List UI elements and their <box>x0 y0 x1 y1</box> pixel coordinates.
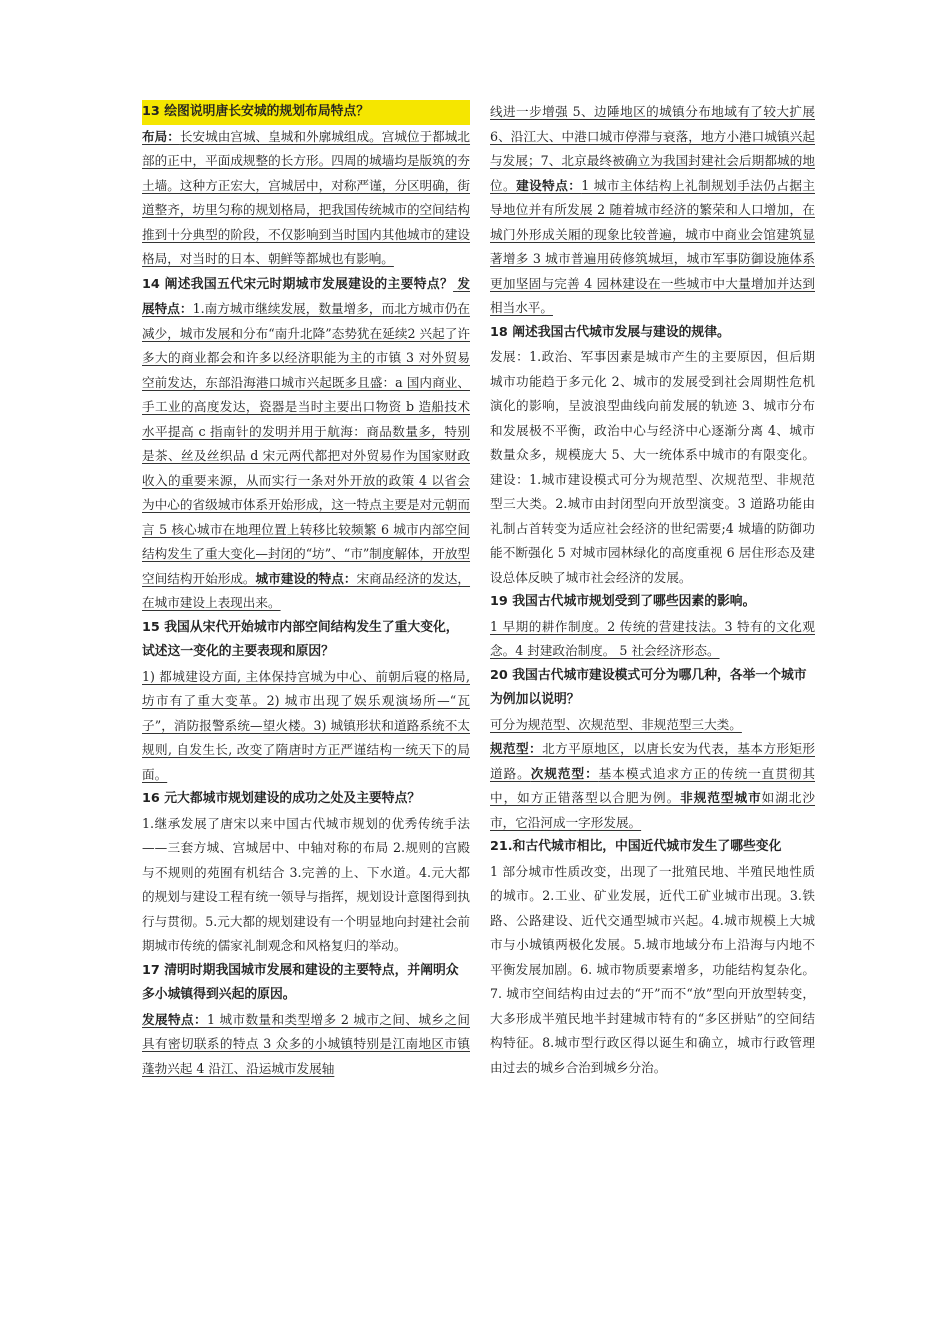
question-17-title: 17 清明时期我国城市发展和建设的主要特点，并阐明众多小城镇得到兴起的原因。 <box>142 962 459 1002</box>
question-13-body: 长安城由宫城、皇城和外廓城组成。宫城位于都城北部的正中，平面成规整的长方形。四周的城墙均是版筑的夯土墙。这种方正宏大，宫城居中，对称严谨，分区明确，街道整齐，坊里匀称的规划格局，把我国传统城市的空间结构推到十分典型的阶段，不仅影响到当时国内其他城市的建设格局，对当时的日本、朝鲜等都城也有影响。 <box>142 128 471 266</box>
question-20-label-nonstandard: 非规范型城市 <box>680 790 762 805</box>
question-14-label-construction: 城市建设的特点： <box>255 570 357 586</box>
question-16-title: 16 元大都城市规划建设的成功之处及主要特点？ <box>142 791 421 806</box>
question-14-answer <box>142 272 470 616</box>
question-18 <box>490 321 815 591</box>
right-column <box>490 100 815 1080</box>
question-21-body: 1 部分城市性质改变，出现了一批殖民地、半殖民地性质的城市。2.工业、矿业发展，近代工矿业城市出现。3.铁路、公路建设、近代交通型城市兴起。4.城市规模上大城市与小城镇两极化发展。5.城市地域分布上沿海与内地不平衡发展加剧。6. 城市物质要素增多，功能结构复杂化。7. 城市空间结构由过去的“开”而不“放”型向开放型转变，大多形成半殖民地半封建城市特有的“多区拼贴”的空间结构特征。8.城市型行政区得以诞生和确立，城市行政管理由过去的城乡合治到城乡分治。 <box>490 863 815 1075</box>
question-17-continued <box>490 100 815 321</box>
question-13-answer <box>142 125 470 272</box>
question-20-label-substandard: 次规范型： <box>530 765 599 781</box>
question-18-body: 发展：1.政治、军事因素是城市产生的主要原因，但后期城市功能趋于多元化 2、城市的发展受到社会周期性危机演化的影响，呈波浪型曲线向前发展的轨迹 3、城市分布和发展极不平衡，政治中心与经济中心逐渐分离 4、城市数量众多，规模庞大 5、大一统体系中城市的有限变化。建设：1.城市建设模式可分为规范型、次规范型、非规范型三大类。2.城市由封闭型向开放型演变。3 道路功能由礼制占首转变为适应社会经济的世纪需要;4 城墙的防御功能不断强化 5 对城市园林绿化的高度重视 6 居住形态及建设总体反映了城市社会经济的发展。 <box>490 349 815 585</box>
question-20-intro: 可分为规范型、次规范型、非规范型三大类。 <box>490 716 742 732</box>
question-19 <box>490 590 815 664</box>
question-20-body-nonstandard: 如湖北沙市，它沿河成一字形发展。 <box>490 790 816 830</box>
question-19-body: 1 早期的耕作制度。2 传统的营建技法。3 特有的文化观念。4 封建政治制度。 5 社会经济形态。 <box>490 618 815 658</box>
question-15-title: 15 我国从宋代开始城市内部空间结构发生了重大变化，试述这一变化的主要表现和原因？ <box>142 619 459 659</box>
question-17-answer <box>142 1008 470 1082</box>
question-20-title: 20 我国古代城市建设模式可分为哪几种，各举一个城市为例加以说明？ <box>490 667 807 707</box>
question-17-continued-answer <box>490 100 815 321</box>
question-17 <box>142 959 470 1082</box>
question-15 <box>142 616 470 788</box>
question-14-body-construction: 宋商品经济的发达，在城市建设上表现出来。 <box>142 570 471 610</box>
question-17-construction-body: 1 城市主体结构上礼制规划手法仍占据主导地位并有所发展 2 随着城市经济的繁荣和人口增加，在城门外形成关厢的现象比较普遍，城市中商业会馆建筑显著增多 3 城市普遍用砖修筑城垣，城市军事防御设施体系更加坚固与完善 4 园林建设在一些城市中大量增加并达到相当水平。 <box>490 177 815 315</box>
question-21-title: 21.和古代城市相比，中国近代城市发生了哪些变化 <box>490 839 782 854</box>
question-13-title: 13 绘图说明唐长安城的规划布局特点？ <box>142 100 470 125</box>
question-20-types <box>490 737 815 835</box>
question-16-body: 1.继承发展了唐宋以来中国古代城市规划的优秀传统手法——三套方城、宫城居中、中轴对称的布局 2.规则的宫殿与不规则的苑囿有机结合 3.完善的上、下水道。4.元大都的规划与建设工程有统一领导与指挥，规划设计意图得到执行与贯彻。5.元大都的规划建设有一个明显地向封建社会前期城市传统的儒家礼制观念和风格复归的举动。 <box>142 815 470 953</box>
left-column <box>142 100 470 1081</box>
question-18-title: 18 阐述我国古代城市发展与建设的规律。 <box>490 324 730 340</box>
question-14-label-development: 发展特点： <box>142 275 470 316</box>
question-14-body-development: 1.南方城市继续发展，数量增多，而北方城市仍在减少，城市发展和分布“南升北降”态势犹在延续2 兴起了许多大的商业都会和许多以经济职能为主的市镇 3 对外贸易空前发达，东部沿海港口城市兴起既多且盛：a 国内商业、手工业的高度发达，瓷器是当时主要出口物资 b 造船技术水平提高 c 指南针的发明并用于航海：商品数量多，特别是茶、丝及丝织品 d 宋元两代都把对外贸易作为国家财政收入的重要来源，从而实行一条对外开放的政策 4 以省会为中心的省级城市体系开始形成，这一特点主要是对元朝而言 5 核心城市在地理位置上转移比较频繁 6 城市内部空间结构发生了重大变化—封闭的“坊”、“市”制度解体，开放型空间结构开始形成。 <box>142 301 471 586</box>
question-17-body: 1 城市数量和类型增多 2 城市之间、城乡之间具有密切联系的特点 3 众多的小城镇特别是江南地区市镇蓬勃兴起 4 沿江、沿运城市发展轴 <box>142 1011 470 1076</box>
question-19-title: 19 我国古代城市规划受到了哪些因素的影响。 <box>490 594 756 609</box>
question-14 <box>142 272 470 616</box>
question-20-label-standard: 规范型： <box>490 741 543 756</box>
question-13 <box>142 100 470 272</box>
question-20-body-substandard: 基本模式追求方正的传统一直贯彻其中，如方正错落型以合肥为例。 <box>490 765 816 805</box>
question-15-body: 1) 都城建设方面, 主体保持宫城为中心、前朝后寝的格局, 坊市有了重大变革。2) 城市出现了娱乐观演场所—“瓦子”，消防报警系统—望火楼。3) 城镇形状和道路系统不太规则, 自发生长, 改变了隋唐时方正严谨结构一统天下的局面。 <box>142 668 470 782</box>
question-17-continued-body: 线进一步增强 5、边陲地区的城镇分布地域有了较大扩展 6、沿江大、中港口城市停滞与衰落，地方小港口城镇兴起与发展；7、北京最终被确立为我国封建社会后期都城的地位。 <box>490 104 815 193</box>
question-17-label: 发展特点： <box>142 1011 208 1027</box>
question-21 <box>490 835 815 1080</box>
question-14-title: 14 阐述我国五代宋元时期城市发展建设的主要特点？ <box>142 276 454 292</box>
question-20 <box>490 664 815 836</box>
question-17-construction-label: 建设特点： <box>516 177 582 193</box>
question-13-label: 布局： <box>142 128 180 144</box>
question-16 <box>142 787 470 959</box>
question-20-body-standard: 北方平原地区，以唐长安为代表，基本方形矩形道路。 <box>490 741 816 781</box>
